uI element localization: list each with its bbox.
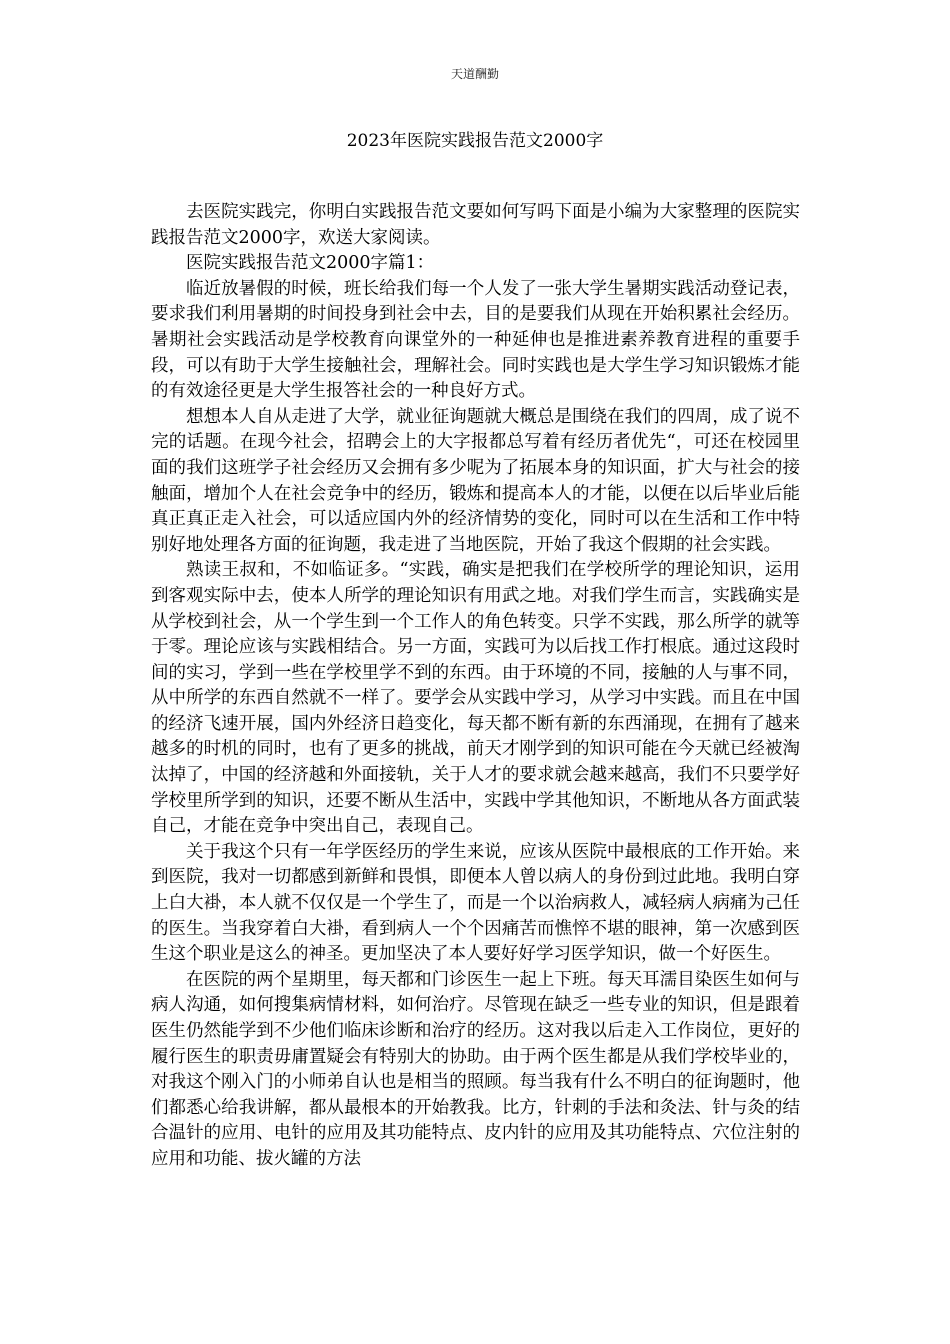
document-title: 2023年医院实践报告范文2000字: [346, 131, 604, 151]
paragraph: 关于我这个只有一年学医经历的学生来说，应该从医院中最根底的工作开始。来到医院，我对一切都感到新鲜和畏惧，即便本人曾以病人的身份到过此地。我明白穿上白大褂，本人就不仅仅是一个学生了，而是一个以治病救人，减轻病人病痛为己任的医生。当我穿着白大褂，看到病人一个个因痛苦而憔悴不堪的眼神，第一次感到医生这个职业是这么的神圣。更加坚决了本人要好好学习医学知识，做一个好医生。: [151, 841, 800, 965]
paragraph: 熟读王叔和，不如临证多。“实践，确实是把我们在学校所学的理论知识，运用到客观实际中去，使本人所学的理论知识有用武之地。对我们学生而言，实践确实是从学校到社会，从一个学生到一个工作人的角色转变。只学不实践，那么所学的就等于零。理论应该与实践相结合。另一方面，实践可为以后找工作打根底。通过这段时间的实习，学到一些在学校里学不到的东西。由于环境的不同，接触的人与事不同，从中所学的东西自然就不一样了。要学会从实践中学习，从学习中实践。而且在中国的经济飞速开展，国内外经济日趋变化，每天都不断有新的东西涌现，在拥有了越来越多的时机的同时，也有了更多的挑战，前天才刚学到的知识可能在今天就已经被淘汰掉了，中国的经济越和外面接轨，关于人才的要求就会越来越高，我们不只要学好学校里所学到的知识，还要不断从生活中，实践中学其他知识，不断地从各方面武装自己，才能在竞争中突出自己，表现自己。: [151, 560, 800, 837]
paragraph: 临近放暑假的时候，班长给我们每一个人发了一张大学生暑期实践活动登记表，要求我们利用暑期的时间投身到社会中去，目的是要我们从现在开始积累社会经历。暑期社会实践活动是学校教育向课堂外的一种延伸也是推进素养教育进程的重要手段，可以有助于大学生接触社会，理解社会。同时实践也是大学生学习知识锻炼才能的有效途径更是大学生报答社会的一种良好方式。: [151, 278, 800, 402]
paragraph: 在医院的两个星期里，每天都和门诊医生一起上下班。每天耳濡目染医生如何与病人沟通，如何搜集病情材料，如何治疗。尽管现在缺乏一些专业的知识，但是跟着医生仍然能学到不少他们临床诊断和治疗的经历。这对我以后走入工作岗位，更好的履行医生的职责毋庸置疑会有特别大的协助。由于两个医生都是从我们学校毕业的，对我这个刚入门的小师弟自认也是相当的照顾。每当我有什么不明白的征询题时，他们都悉心给我讲解，都从最根本的开始教我。比方，针刺的手法和灸法、针与灸的结合温针的应用、电针的应用及其功能特点、皮内针的应用及其功能特点、穴位注射的应用和功能、拔火罐的方法: [151, 969, 800, 1169]
section-heading: 医院实践报告范文2000字篇1：: [186, 253, 435, 274]
paragraph: 想想本人自从走进了大学，就业征询题就大概总是围绕在我们的四周，成了说不完的话题。在现今社会，招聘会上的大字报都总写着有经历者优先“，可还在校园里面的我们这班学子社会经历又会拥有多少呢为了拓展本身的知识面，扩大与社会的接触面，增加个人在社会竞争中的经历，锻炼和提高本人的才能，以便在以后毕业后能真正真正走入社会，可以适应国内外的经济情势的变化，同时可以在生活和工作中特别好地处理各方面的征询题，我走进了当地医院，开始了我这个假期的社会实践。: [151, 406, 800, 555]
document-body: [151, 200, 800, 1173]
paragraph-intro: 去医院实践完，你明白实践报告范文要如何写吗下面是小编为大家整理的医院实践报告范文2000字，欢送大家阅读。: [151, 202, 800, 248]
page-header: 天道酬勤: [450, 67, 499, 81]
